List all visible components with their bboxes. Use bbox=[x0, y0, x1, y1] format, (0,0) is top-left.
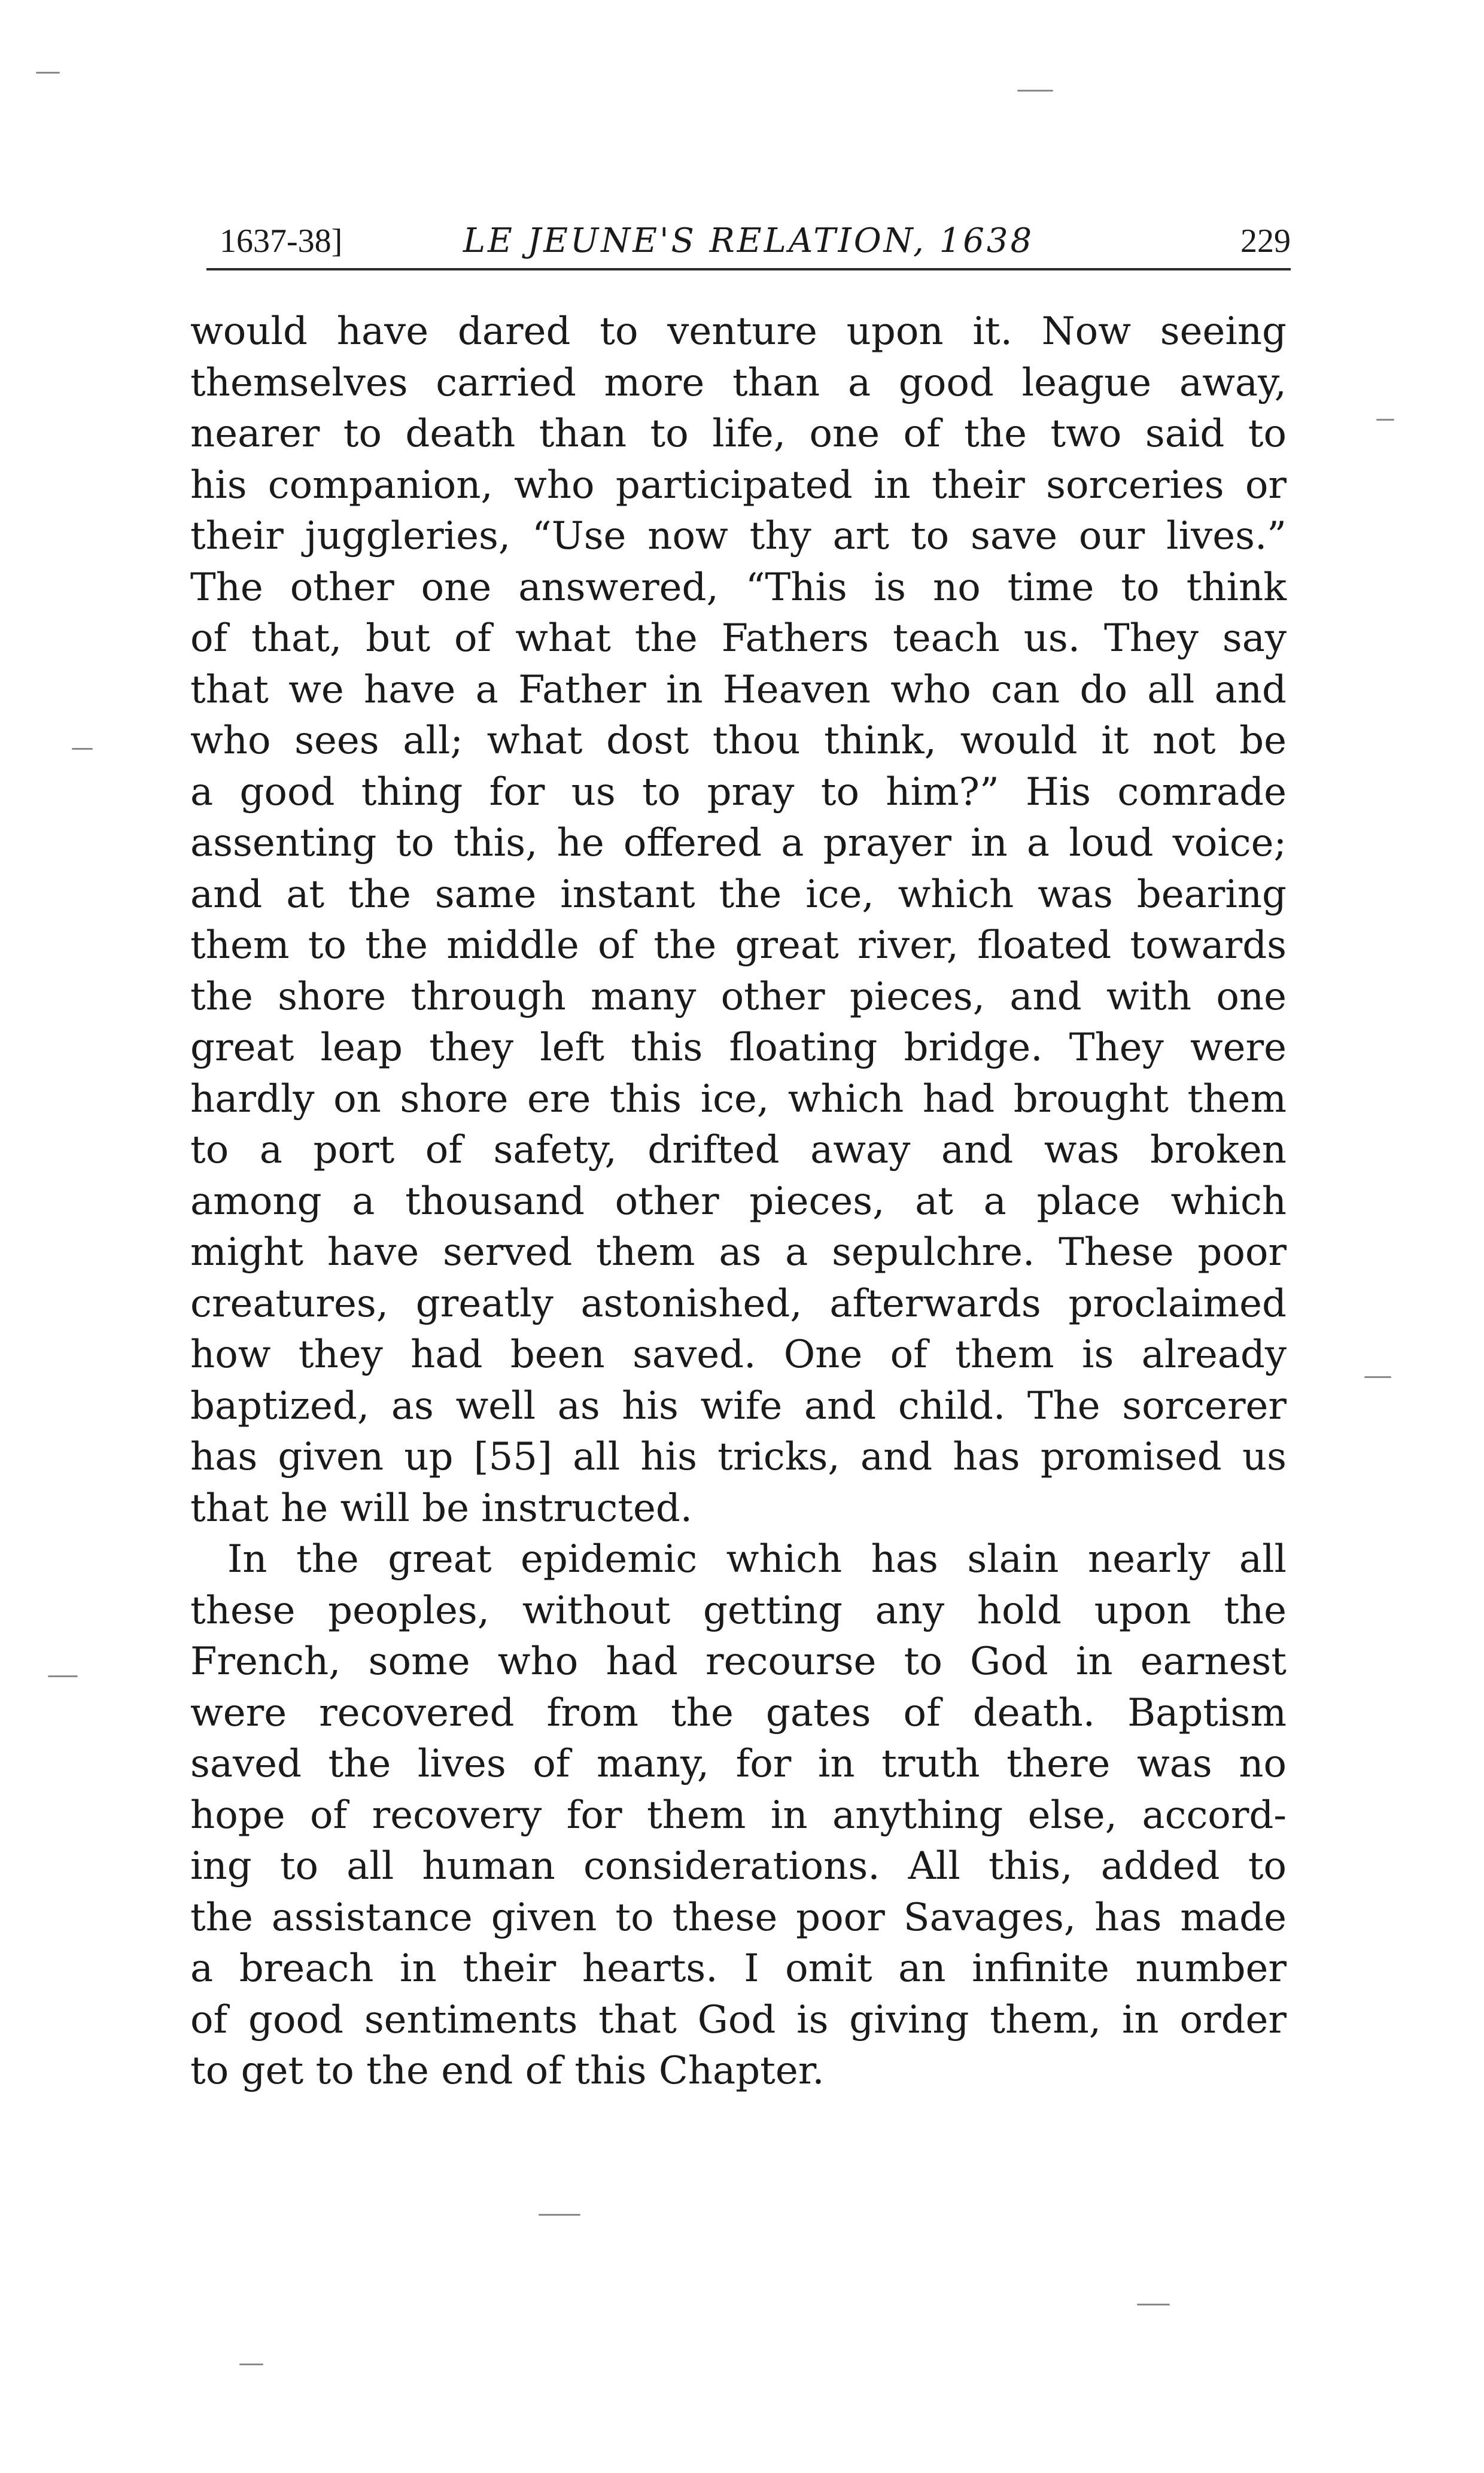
text-line: them to the middle of the great river, floated towards bbox=[190, 923, 1287, 968]
text-line: In the great epidemic which has slain nearly all bbox=[227, 1537, 1287, 1581]
scan-speck bbox=[1376, 419, 1394, 421]
paragraph-2 bbox=[190, 1534, 1287, 2097]
text-line: would have dared to venture upon it. Now seeing bbox=[190, 309, 1287, 354]
text-line: to get to the end of this Chapter. bbox=[190, 2049, 825, 2093]
text-line: of that, but of what the Fathers teach us. They say bbox=[190, 616, 1287, 661]
scan-speck bbox=[72, 748, 93, 750]
text-line: a breach in their hearts. I omit an infinite number bbox=[190, 1946, 1287, 1991]
text-line: ing to all human considerations. All this, added to bbox=[190, 1844, 1287, 1888]
scan-speck bbox=[1364, 1376, 1391, 1378]
text-line: hardly on shore ere this ice, which had brought them bbox=[190, 1076, 1287, 1121]
scan-speck bbox=[36, 72, 60, 74]
running-header bbox=[206, 214, 1291, 270]
text-line: creatures, greatly astonished, afterwards proclaimed bbox=[190, 1281, 1287, 1326]
text-line: has given up [55] all his tricks, and has promised us bbox=[190, 1435, 1287, 1479]
text-line: a good thing for us to pray to him?” His comrade bbox=[190, 769, 1287, 814]
text-line: among a thousand other pieces, at a place which bbox=[190, 1179, 1287, 1224]
text-line: that we have a Father in Heaven who can do all and bbox=[190, 667, 1287, 712]
text-line: the shore through many other pieces, and with one bbox=[190, 974, 1287, 1019]
text-line: were recovered from the gates of death. Baptism bbox=[190, 1690, 1287, 1735]
text-line: hope of recovery for them in anything else, accord- bbox=[190, 1793, 1287, 1838]
text-line: that he will be instructed. bbox=[190, 1486, 693, 1531]
text-line: and at the same instant the ice, which was bearing bbox=[190, 872, 1287, 917]
page-number: 229 bbox=[1240, 223, 1291, 260]
text-line: great leap they left this floating bridge. They were bbox=[190, 1026, 1287, 1070]
text-line: who sees all; what dost thou think, would it not be bbox=[190, 719, 1287, 763]
text-line: how they had been saved. One of them is already bbox=[190, 1333, 1287, 1377]
text-line: The other one answered, “This is no time to think bbox=[190, 565, 1287, 610]
scan-speck bbox=[539, 2214, 580, 2216]
paragraph-1 bbox=[190, 306, 1287, 1534]
text-line: might have served them as a sepulchre. These poor bbox=[190, 1230, 1287, 1274]
text-line: themselves carried more than a good league away, bbox=[190, 360, 1287, 405]
text-line: saved the lives of many, for in truth there was no bbox=[190, 1742, 1287, 1786]
scan-speck bbox=[1137, 2304, 1170, 2305]
text-line: these peoples, without getting any hold upon the bbox=[190, 1588, 1287, 1633]
scan-speck bbox=[239, 2364, 263, 2365]
text-line: his companion, who participated in their sorceries or bbox=[190, 463, 1287, 507]
text-line: to a port of safety, drifted away and was broken bbox=[190, 1128, 1287, 1172]
header-year-range: 1637-38] bbox=[220, 223, 343, 260]
text-line: their juggleries, “Use now thy art to save our lives.” bbox=[190, 514, 1287, 558]
header-title: LE JEUNE'S RELATION, 1638 bbox=[463, 221, 1035, 260]
text-line: baptized, as well as his wife and child. The sorcerer bbox=[190, 1383, 1287, 1428]
body-text bbox=[190, 306, 1287, 2097]
text-line: French, some who had recourse to God in earnest bbox=[190, 1639, 1287, 1684]
scan-speck bbox=[1017, 90, 1053, 92]
text-line: of good sentiments that God is giving them, in order bbox=[190, 1997, 1287, 2042]
scan-speck bbox=[48, 1675, 78, 1677]
text-line: nearer to death than to life, one of the two said to bbox=[190, 412, 1287, 456]
text-line: the assistance given to these poor Savages, has made bbox=[190, 1895, 1287, 1940]
text-line: assenting to this, he offered a prayer in a loud voice; bbox=[190, 821, 1287, 865]
